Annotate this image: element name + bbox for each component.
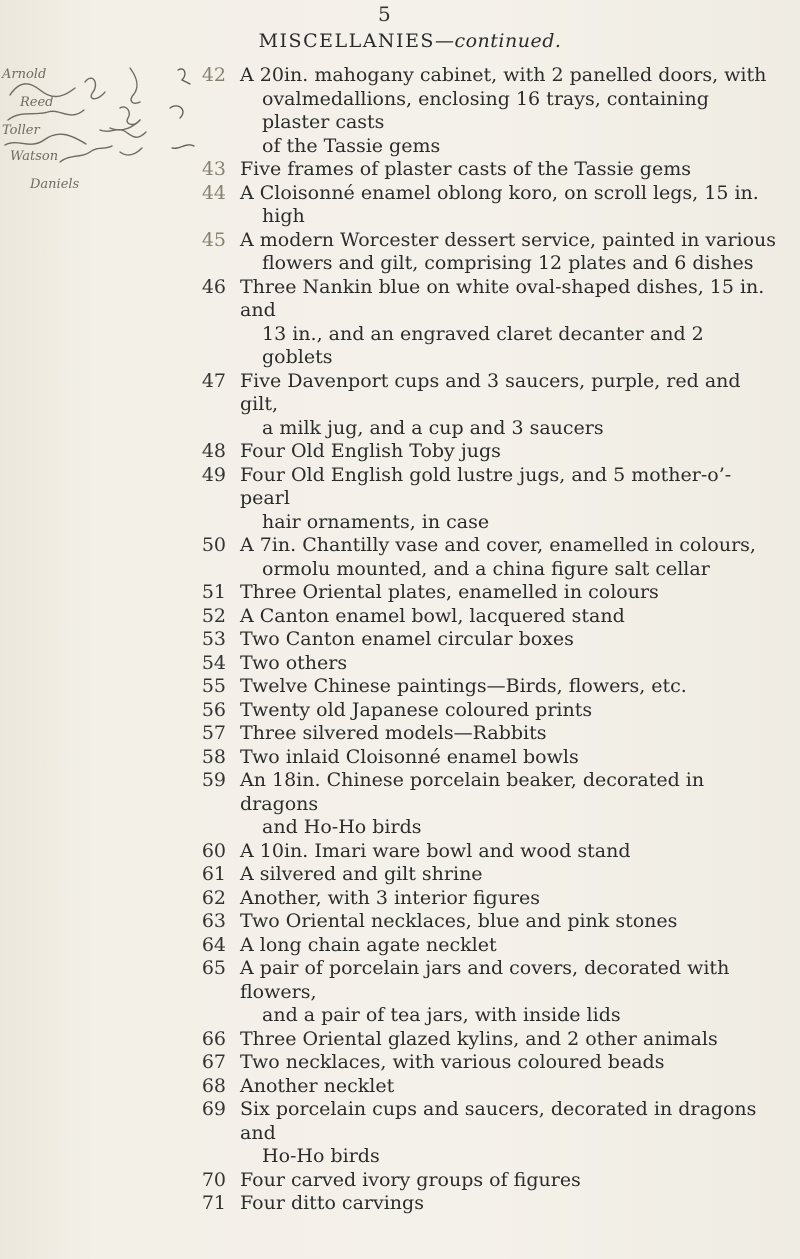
lot-number: 60 <box>201 839 226 862</box>
lot-number: 63 <box>201 910 226 932</box>
lot-description-line: Three Nankin blue on white oval-shaped dishes, 15 in. and <box>240 275 765 321</box>
lot-number: 45 <box>201 228 226 251</box>
margin-note: Daniels <box>30 177 80 192</box>
lot-description <box>240 769 780 840</box>
lot-entry <box>0 1075 800 1099</box>
heading-title: MISCELLANIES <box>258 30 435 52</box>
lot-entry <box>0 1051 800 1075</box>
lot-description-line: ormolu mounted, and a china figure salt cellar <box>262 557 710 580</box>
lot-entry <box>0 276 800 370</box>
lot-description-line: Two inlaid Cloisonné enamel bowls <box>240 745 579 768</box>
lot-number: 54 <box>201 651 226 674</box>
lot-description <box>240 158 780 182</box>
lot-description <box>240 1075 780 1099</box>
lot-number: 64 <box>201 933 226 956</box>
lot-description <box>240 464 780 535</box>
lot-description <box>240 863 780 887</box>
lot-entry <box>0 675 800 699</box>
lot-number: 53 <box>201 628 226 650</box>
lot-description-line: A silvered and gilt shrine <box>240 863 483 885</box>
lot-description-line: Three silvered models—Rabbits <box>240 722 547 744</box>
lot-description <box>240 1051 780 1075</box>
lot-description-line: A Canton enamel bowl, lacquered stand <box>240 604 625 627</box>
lot-description-line: flowers and gilt, comprising 12 plates and 6 dishes <box>262 252 754 274</box>
lot-entry <box>0 605 800 629</box>
lot-entry <box>0 440 800 464</box>
lot-number: 58 <box>201 745 226 768</box>
margin-note: Arnold <box>2 67 47 82</box>
lot-description-line: Two Oriental necklaces, blue and pink stones <box>240 910 678 932</box>
lot-description <box>240 1028 780 1052</box>
lot-description <box>240 581 780 605</box>
lot-entry <box>0 722 800 746</box>
lot-entry <box>0 64 800 158</box>
lot-description-line: and a pair of tea jars, with inside lids <box>262 1004 621 1026</box>
lot-number: 43 <box>201 158 226 180</box>
lot-entry <box>0 769 800 840</box>
lot-description-line: Five frames of plaster casts of the Tassie gems <box>240 158 691 180</box>
lot-description-line: Six porcelain cups and saucers, decorated in dragons and <box>240 1098 757 1144</box>
lot-description-line: Four Old English gold lustre jugs, and 5 mother-o’-pearl <box>240 463 732 509</box>
lot-number: 67 <box>201 1051 226 1073</box>
margin-note: Watson <box>10 149 59 164</box>
margin-note: Toller <box>2 123 40 138</box>
lot-description <box>240 1169 780 1193</box>
lot-description <box>240 276 780 370</box>
lot-description-line: Twenty old Japanese coloured prints <box>240 698 593 721</box>
lot-description <box>240 370 780 441</box>
lot-entry <box>0 863 800 887</box>
lot-description <box>240 934 780 958</box>
lot-description-line: A 20in. mahogany cabinet, with 2 panelled doors, with <box>240 64 767 86</box>
lot-description-line: Four carved ivory groups of figures <box>240 1168 581 1191</box>
lot-description-line: A 10in. Imari ware bowl and wood stand <box>240 839 631 862</box>
lot-number: 70 <box>201 1168 226 1191</box>
lot-description-line: and Ho-Ho birds <box>262 816 422 838</box>
lot-description <box>240 628 780 652</box>
lot-number: 52 <box>201 604 226 627</box>
lot-description-line: Five Davenport cups and 3 saucers, purple, red and gilt, <box>240 369 741 415</box>
lot-description <box>240 746 780 770</box>
lot-description <box>240 910 780 934</box>
lot-description <box>240 722 780 746</box>
lot-description <box>240 64 780 158</box>
lot-description-line: Two necklaces, with various coloured beads <box>240 1051 665 1073</box>
margin-note: Reed <box>20 95 54 110</box>
page-heading <box>180 30 640 52</box>
lot-description-line: Another necklet <box>240 1074 395 1097</box>
lot-description-line: Two Canton enamel circular boxes <box>240 628 574 650</box>
lot-number: 47 <box>201 369 226 392</box>
lot-entry <box>0 229 800 276</box>
lot-entry <box>0 934 800 958</box>
lot-description <box>240 1098 780 1169</box>
lot-number: 68 <box>201 1074 226 1097</box>
lot-description-line: high <box>262 205 305 227</box>
page-number: 5 <box>378 2 391 26</box>
lot-number: 48 <box>201 440 226 462</box>
lot-description-line: Three Oriental plates, enamelled in colours <box>240 581 659 603</box>
lot-number: 62 <box>201 886 226 909</box>
lot-entry <box>0 1169 800 1193</box>
lot-description <box>240 534 780 581</box>
lot-entry <box>0 628 800 652</box>
lot-description <box>240 182 780 229</box>
lot-entry <box>0 840 800 864</box>
lot-description <box>240 605 780 629</box>
lot-number: 56 <box>201 698 226 721</box>
lot-description <box>240 652 780 676</box>
lot-number: 69 <box>201 1098 226 1120</box>
lot-description <box>240 957 780 1028</box>
lot-list <box>0 64 800 1216</box>
lot-number: 55 <box>201 675 226 697</box>
lot-description-line: Ho-Ho birds <box>262 1145 380 1167</box>
lot-description-line: A 7in. Chantilly vase and cover, enamelled in colours, <box>240 534 756 556</box>
lot-description-line: Another, with 3 interior figures <box>240 886 541 909</box>
lot-number: 71 <box>201 1192 226 1214</box>
lot-entry <box>0 1098 800 1169</box>
lot-description <box>240 840 780 864</box>
lot-entry <box>0 370 800 441</box>
lot-description <box>240 699 780 723</box>
lot-number: 50 <box>201 534 226 556</box>
lot-entry <box>0 1192 800 1216</box>
lot-description-line: A long chain agate necklet <box>240 933 497 956</box>
lot-description <box>240 675 780 699</box>
lot-entry <box>0 652 800 676</box>
lot-description-line: An 18in. Chinese porcelain beaker, decorated in dragons <box>240 769 705 815</box>
lot-description-line: hair ornaments, in case <box>262 510 490 533</box>
lot-description-line: ovalmedallions, enclosing 16 trays, containing plaster casts <box>262 87 709 133</box>
lot-entry <box>0 957 800 1028</box>
lot-description <box>240 229 780 276</box>
lot-number: 61 <box>201 863 226 885</box>
lot-entry <box>0 534 800 581</box>
lot-description-line: A modern Worcester dessert service, painted in various <box>240 228 777 251</box>
lot-description <box>240 1192 780 1216</box>
lot-number: 49 <box>201 463 226 486</box>
lot-description-line: Twelve Chinese paintings—Birds, flowers, etc. <box>240 675 687 697</box>
lot-description-line: a milk jug, and a cup and 3 saucers <box>262 416 604 439</box>
lot-description <box>240 440 780 464</box>
lot-description-line: Four Old English Toby jugs <box>240 440 501 462</box>
lot-entry <box>0 182 800 229</box>
lot-number: 46 <box>201 275 226 298</box>
lot-number: 51 <box>201 581 226 603</box>
lot-entry <box>0 746 800 770</box>
lot-number: 42 <box>201 64 226 86</box>
lot-entry <box>0 1028 800 1052</box>
lot-number: 44 <box>201 181 226 204</box>
lot-entry <box>0 910 800 934</box>
lot-number: 59 <box>201 769 226 791</box>
lot-entry <box>0 581 800 605</box>
lot-description-line: of the Tassie gems <box>262 134 441 157</box>
lot-description-line: A pair of porcelain jars and covers, decorated with flowers, <box>240 957 730 1003</box>
lot-number: 65 <box>201 957 226 979</box>
lot-number: 57 <box>201 722 226 744</box>
lot-description-line: Two others <box>240 651 348 674</box>
lot-description <box>240 887 780 911</box>
lot-entry <box>0 699 800 723</box>
lot-entry <box>0 464 800 535</box>
lot-description-line: 13 in., and an engraved claret decanter and 2 goblets <box>262 322 704 368</box>
lot-number: 66 <box>201 1027 226 1050</box>
lot-entry <box>0 887 800 911</box>
lot-description-line: A Cloisonné enamel oblong koro, on scroll legs, 15 in. <box>240 181 759 204</box>
lot-description-line: Three Oriental glazed kylins, and 2 other animals <box>240 1027 718 1050</box>
lot-description-line: Four ditto carvings <box>240 1192 424 1214</box>
heading-continued: —continued. <box>434 30 562 52</box>
lot-entry <box>0 158 800 182</box>
